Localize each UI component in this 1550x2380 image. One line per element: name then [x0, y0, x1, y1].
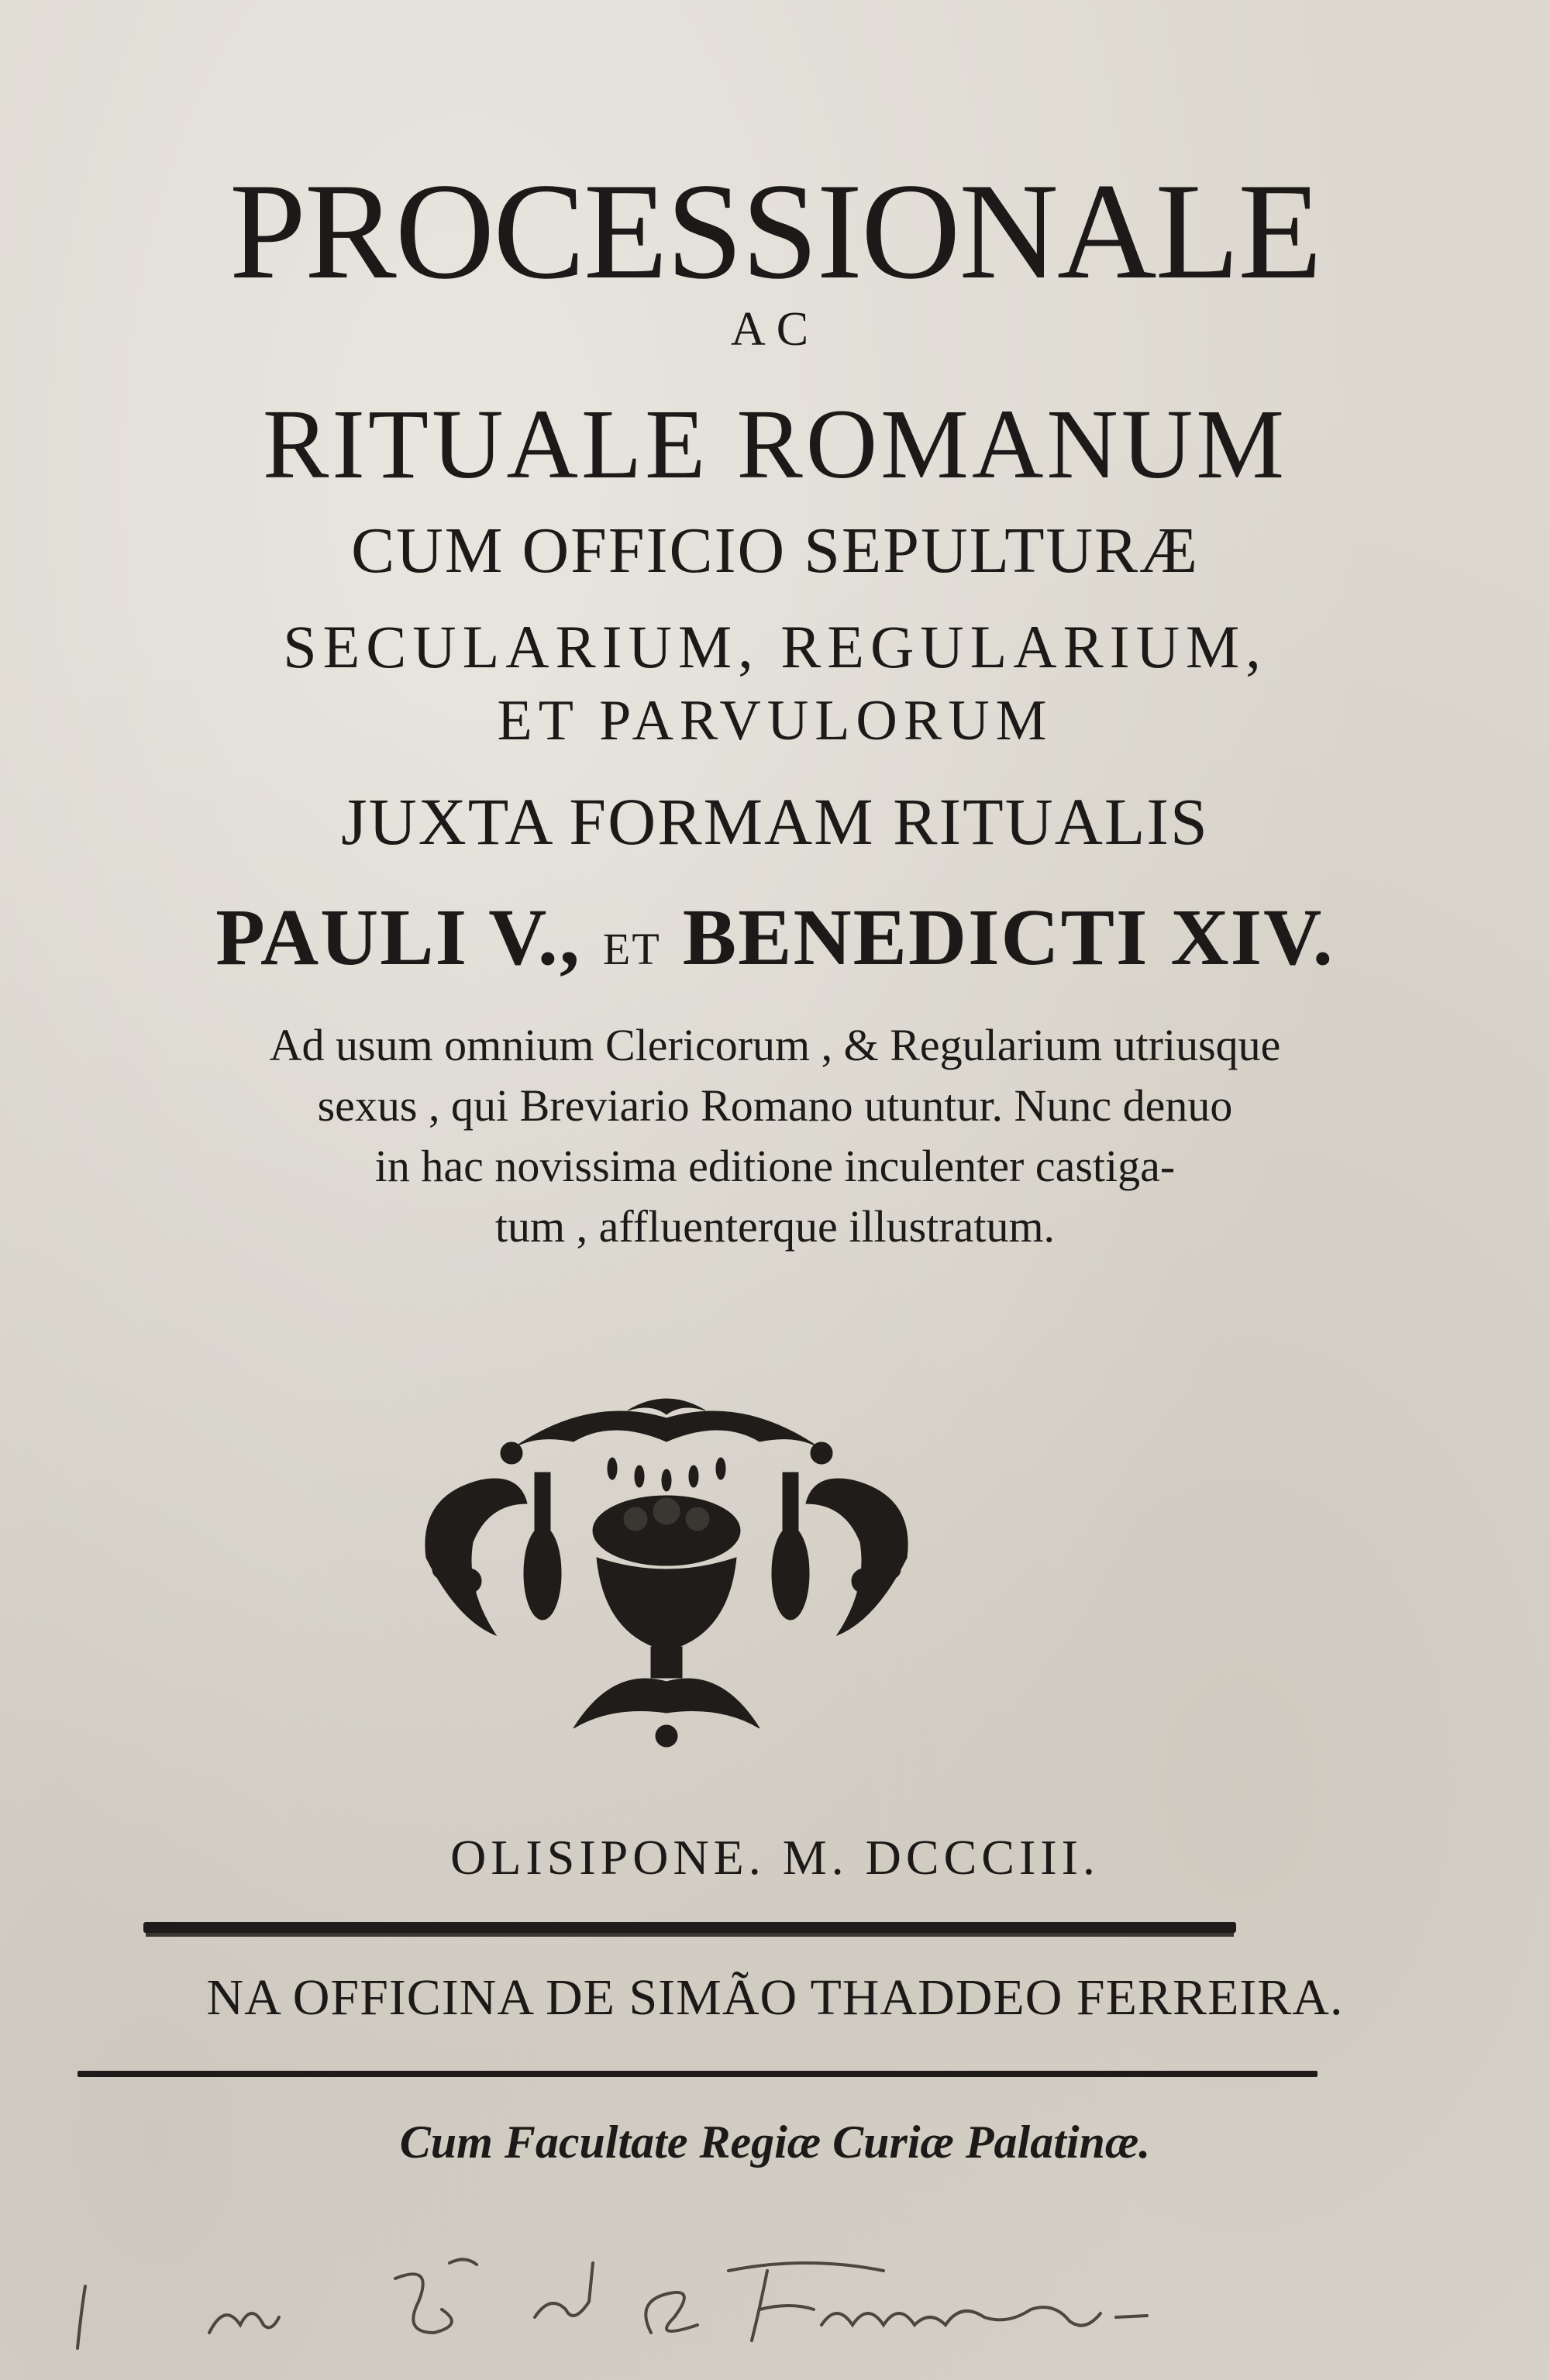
imprint-printer: NA OFFICINA DE SIMÃO THADDEO FERREIRA. — [206, 1969, 1344, 2026]
divider-rule-thick — [143, 1922, 1236, 1933]
urn-with-garlands-ornament-icon — [395, 1387, 938, 1751]
description-line: in hac novissima editione inculenter castiga- — [374, 1141, 1176, 1191]
imprint-place-date: OLISIPONE. M. DCCCIII. — [450, 1830, 1100, 1885]
title-line-cum-officio: CUM OFFICIO SEPULTURÆ — [351, 515, 1199, 587]
et-text: ET — [602, 924, 661, 974]
title-line-rituale-romanum: RITUALE ROMANUM — [262, 389, 1288, 499]
description-line: Ad usum omnium Clericorum , & Regularium utriusque — [269, 1020, 1281, 1070]
title-line-processionale: PROCESSIONALE — [229, 154, 1321, 308]
imprint-license: Cum Facultate Regiæ Curiæ Palatinæ. — [399, 2117, 1151, 2168]
description-paragraph — [0, 1015, 1550, 1257]
title-line-ac: AC — [730, 303, 820, 356]
title-line-juxta-formam: JUXTA FORMAM RITUALIS — [341, 784, 1209, 859]
title-line-pauli-benedicti — [0, 891, 1550, 983]
description-line: tum , affluenterque illustratum. — [494, 1201, 1056, 1252]
handwritten-signature — [31, 2216, 1194, 2371]
benedicti-text: BENEDICTI XIV. — [682, 893, 1335, 982]
pauli-text: PAULI V., — [215, 893, 581, 982]
description-line: sexus , qui Breviario Romano utuntur. Nunc denuo — [317, 1080, 1233, 1131]
title-line-secularium: SECULARIUM, REGULARIUM, — [283, 613, 1267, 680]
title-line-parvulorum: ET PARVULORUM — [497, 689, 1053, 753]
divider-rule-thin — [78, 2071, 1318, 2077]
